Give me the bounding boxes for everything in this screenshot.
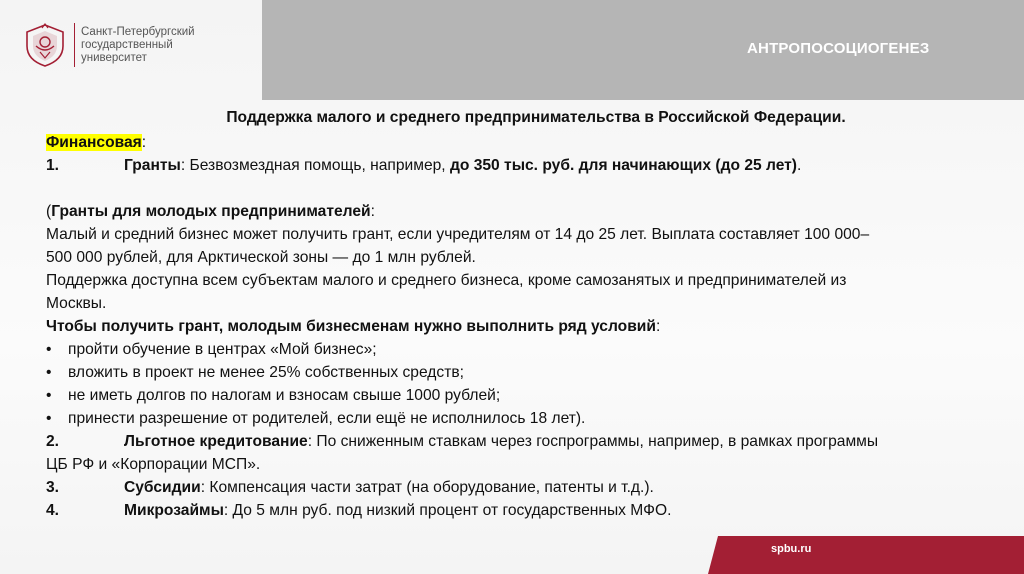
list-item-1 [46,154,986,177]
logo-line1: Санкт-Петербургский [81,25,195,38]
item2-label: Льготное кредитование [124,433,308,450]
bullet-item [46,407,986,430]
item4-text: : До 5 млн руб. под низкий процент от государственных МФО. [223,502,672,519]
list-item-4 [46,499,986,522]
item2-number: 2. [46,433,60,450]
item1-end: . [797,157,802,174]
financial-heading [46,131,986,154]
university-logo [22,22,195,68]
bullet-icon: • [46,410,52,427]
bullet-text: пройти обучение в центрах «Мой бизнес»; [68,341,377,358]
bullet-item [46,384,986,407]
bullet-icon: • [46,364,52,381]
conditions-colon: : [655,318,661,335]
list-item-2-continuation: ЦБ РФ и «Корпорации МСП». [46,456,261,473]
logo-line3: университет [81,51,147,64]
item3-number: 3. [46,479,60,496]
logo-text [81,26,195,65]
logo-line2: государственный [81,38,173,51]
slide-section-title: АНТРОПОСОЦИОГЕНЕЗ [747,40,930,57]
grants-heading-text: Гранты для молодых предпринимателей [51,203,371,220]
paragraph-line: 500 000 рублей, для Арктической зоны — до 1 млн рублей. [46,249,476,266]
paragraph-line: Москвы. [46,295,107,312]
bullet-text: принести разрешение от родителей, если ещё не исполнилось 18 лет). [68,410,586,427]
footer-site-link[interactable]: spbu.ru [771,543,812,555]
item4-label: Микрозаймы [124,502,224,519]
content-title: Поддержка малого и среднего предпринимательства в Российской Федерации. [226,109,846,126]
list-item-3 [46,476,986,499]
bullet-text: вложить в проект не менее 25% собственных средств; [68,364,464,381]
grants-open: ( [46,203,52,220]
emblem-icon [22,22,68,68]
item4-number: 4. [46,502,60,519]
paragraph-line: Малый и средний бизнес может получить грант, если учредителям от 14 до 25 лет. Выплата составляет 100 000– [46,226,870,243]
conditions-heading [46,315,986,338]
financial-label: Финансовая [46,134,142,151]
bullet-icon: • [46,387,52,404]
spacer [46,177,986,200]
list-item-2 [46,430,986,453]
grants-colon: : [370,203,375,220]
item1-text: : Безвозмездная помощь, например, [180,157,450,174]
slide-content [46,106,986,522]
item2-text: : По сниженным ставкам через госпрограммы, например, в рамках программы [307,433,879,450]
item1-bold: до 350 тыс. руб. для начинающих (до 25 лет) [449,157,797,174]
financial-colon: : [141,134,147,151]
item3-text: : Компенсация части затрат (на оборудование, патенты и т.д.). [200,479,654,496]
paragraph-line: Поддержка доступна всем субъектам малого и среднего бизнеса, кроме самозанятых и предпринимателей из [46,272,847,289]
footer-bar [708,536,1024,574]
item1-number: 1. [46,157,60,174]
item1-label: Гранты [124,157,181,174]
grants-heading [46,200,986,223]
conditions-heading-text: Чтобы получить грант, молодым бизнесменам нужно выполнить ряд условий [46,318,656,335]
bullet-icon: • [46,341,52,358]
logo-divider [74,23,75,67]
item3-label: Субсидии [124,479,201,496]
bullet-text: не иметь долгов по налогам и взносам свыше 1000 рублей; [68,387,501,404]
bullet-item [46,338,986,361]
bullet-item [46,361,986,384]
